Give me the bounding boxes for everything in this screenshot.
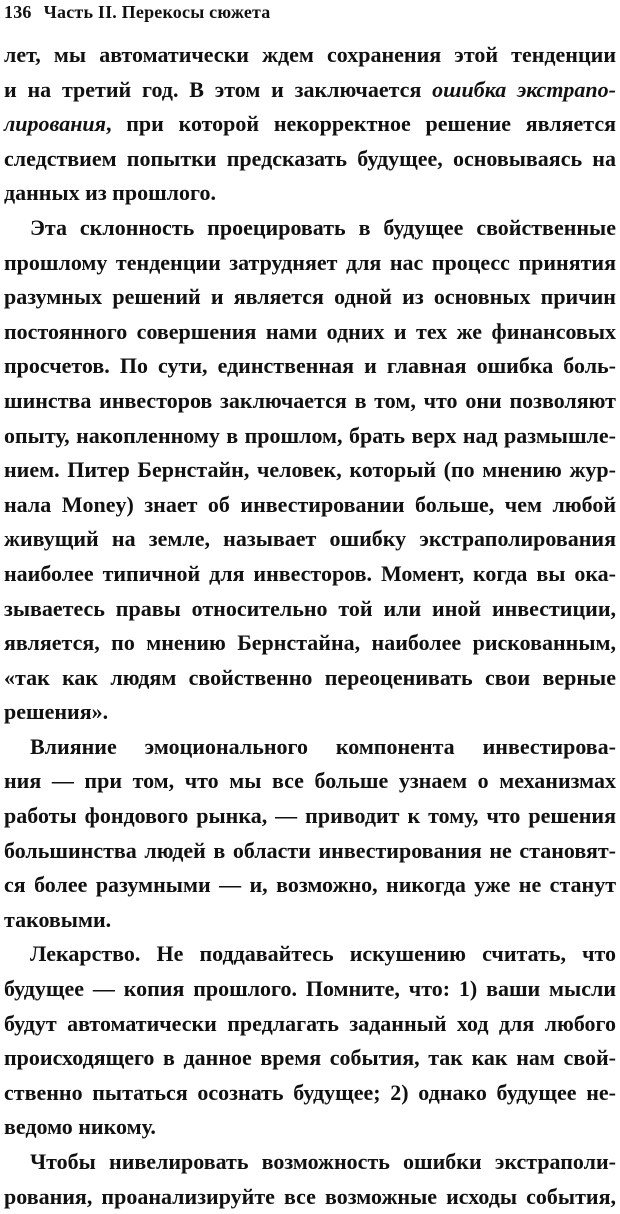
text-line — [0, 834, 616, 869]
text-segment: происходящего в данное время события, так как нам свой- — [4, 1045, 616, 1071]
text-line — [0, 868, 616, 903]
text-segment: ственно пытаться осознать будущее; 2) однако будущее не- — [4, 1079, 616, 1105]
text-line — [0, 799, 616, 834]
italic-term: ошибка экстрапо- — [432, 76, 616, 102]
bold-lead-in: Лекарство. — [30, 941, 141, 967]
text-segment: Чтобы нивелировать возможность ошибки экстраполи- — [30, 1149, 616, 1174]
text-line — [0, 211, 616, 246]
text-segment: Влияние эмоционального компонента инвестирова- — [30, 733, 616, 759]
text-segment: является, по мнению Бернстайна, наиболее рискованным, — [4, 630, 616, 656]
text-segment: шинства инвесторов заключается в том, что они позволяют — [4, 387, 616, 413]
text-line — [0, 1110, 620, 1145]
text-line — [0, 142, 616, 177]
text-line — [0, 384, 616, 419]
text-line — [0, 1041, 616, 1076]
body-text — [0, 38, 620, 1214]
text-segment: большинства людей в области инвестирования не становят- — [4, 837, 616, 863]
text-segment: и на третий год. В этом и заключается — [4, 76, 433, 102]
running-head-title: Часть II. Перекосы сюжета — [43, 2, 271, 22]
text-segment: ся более разумными — и, возможно, никогда уже не станут — [4, 872, 616, 898]
text-segment: нием. Питер Бернстайн, человек, который (по мнению жур- — [4, 457, 616, 483]
text-segment: Эта склонность проецировать в будущее свойственные — [30, 214, 616, 240]
text-segment: просчетов. По сути, единственная и главная ошибка боль- — [4, 353, 616, 379]
text-line — [0, 972, 616, 1007]
text-segment: , при которой некорректное решение является — [106, 111, 616, 137]
text-segment: будут автоматически предлагать заданный ход для любого — [4, 1010, 616, 1036]
text-line — [0, 730, 616, 765]
text-line — [0, 937, 616, 972]
text-line — [0, 903, 620, 938]
text-line — [0, 1007, 616, 1042]
text-segment: данных из прошлого. — [4, 180, 216, 206]
italic-term: лирования — [4, 111, 106, 137]
text-segment: таковыми. — [4, 906, 112, 932]
text-segment: постоянного совершения нами одних и тех же финансовых — [4, 318, 616, 344]
text-line — [0, 349, 616, 384]
text-segment: наиболее типичной для инвесторов. Момент, когда вы ока- — [4, 560, 616, 586]
text-line — [0, 280, 616, 315]
text-segment: ния — при том, что мы все больше узнаем о механизмах — [4, 768, 616, 794]
text-line — [0, 315, 616, 350]
text-line — [0, 1145, 616, 1180]
text-line — [0, 246, 616, 281]
running-head — [4, 2, 271, 23]
text-line — [0, 661, 616, 696]
text-line — [0, 107, 616, 142]
text-line — [0, 695, 620, 730]
text-segment: разумных решений и является одной из основных причин — [4, 284, 616, 310]
text-segment: ведомо никому. — [4, 1114, 156, 1140]
text-line — [0, 764, 616, 799]
text-line — [0, 453, 616, 488]
text-line — [0, 488, 616, 523]
text-line — [0, 592, 616, 627]
text-segment: рования, проанализируйте все возможные исходы события, — [4, 1183, 616, 1209]
text-segment: нала Money) знает об инвестировании больше, чем любой — [4, 491, 616, 517]
text-line — [0, 38, 616, 73]
text-line — [0, 73, 616, 108]
text-segment: решения». — [4, 699, 109, 725]
text-segment: следствием попытки предсказать будущее, основываясь на — [4, 145, 616, 171]
text-segment: живущий на земле, называет ошибку экстраполирования — [4, 526, 616, 552]
text-segment: «так как людям свойственно переоценивать свои верные — [4, 664, 616, 690]
text-segment: лет, мы автоматически ждем сохранения этой тенденции — [4, 42, 616, 67]
text-segment: будущее — копия прошлого. Помните, что: 1) ваши мысли — [4, 976, 616, 1002]
page-number: 136 — [4, 2, 32, 22]
text-line — [0, 176, 620, 211]
text-line — [0, 1076, 616, 1111]
text-line — [0, 1180, 616, 1214]
text-segment: прошлому тенденции затрудняет для нас процесс принятия — [4, 249, 616, 275]
text-segment: опыту, накопленному в прошлом, брать верх над размышле- — [4, 422, 616, 448]
text-segment: работы фондового рынка, — приводит к тому, что решения — [4, 803, 616, 829]
text-line — [0, 419, 616, 454]
text-line — [0, 557, 616, 592]
text-segment: Не поддавайтесь искушению считать, что — [140, 941, 616, 967]
text-segment: зываетесь правы относительно той или иной инвестиции, — [4, 595, 616, 621]
text-line — [0, 522, 616, 557]
text-line — [0, 626, 616, 661]
